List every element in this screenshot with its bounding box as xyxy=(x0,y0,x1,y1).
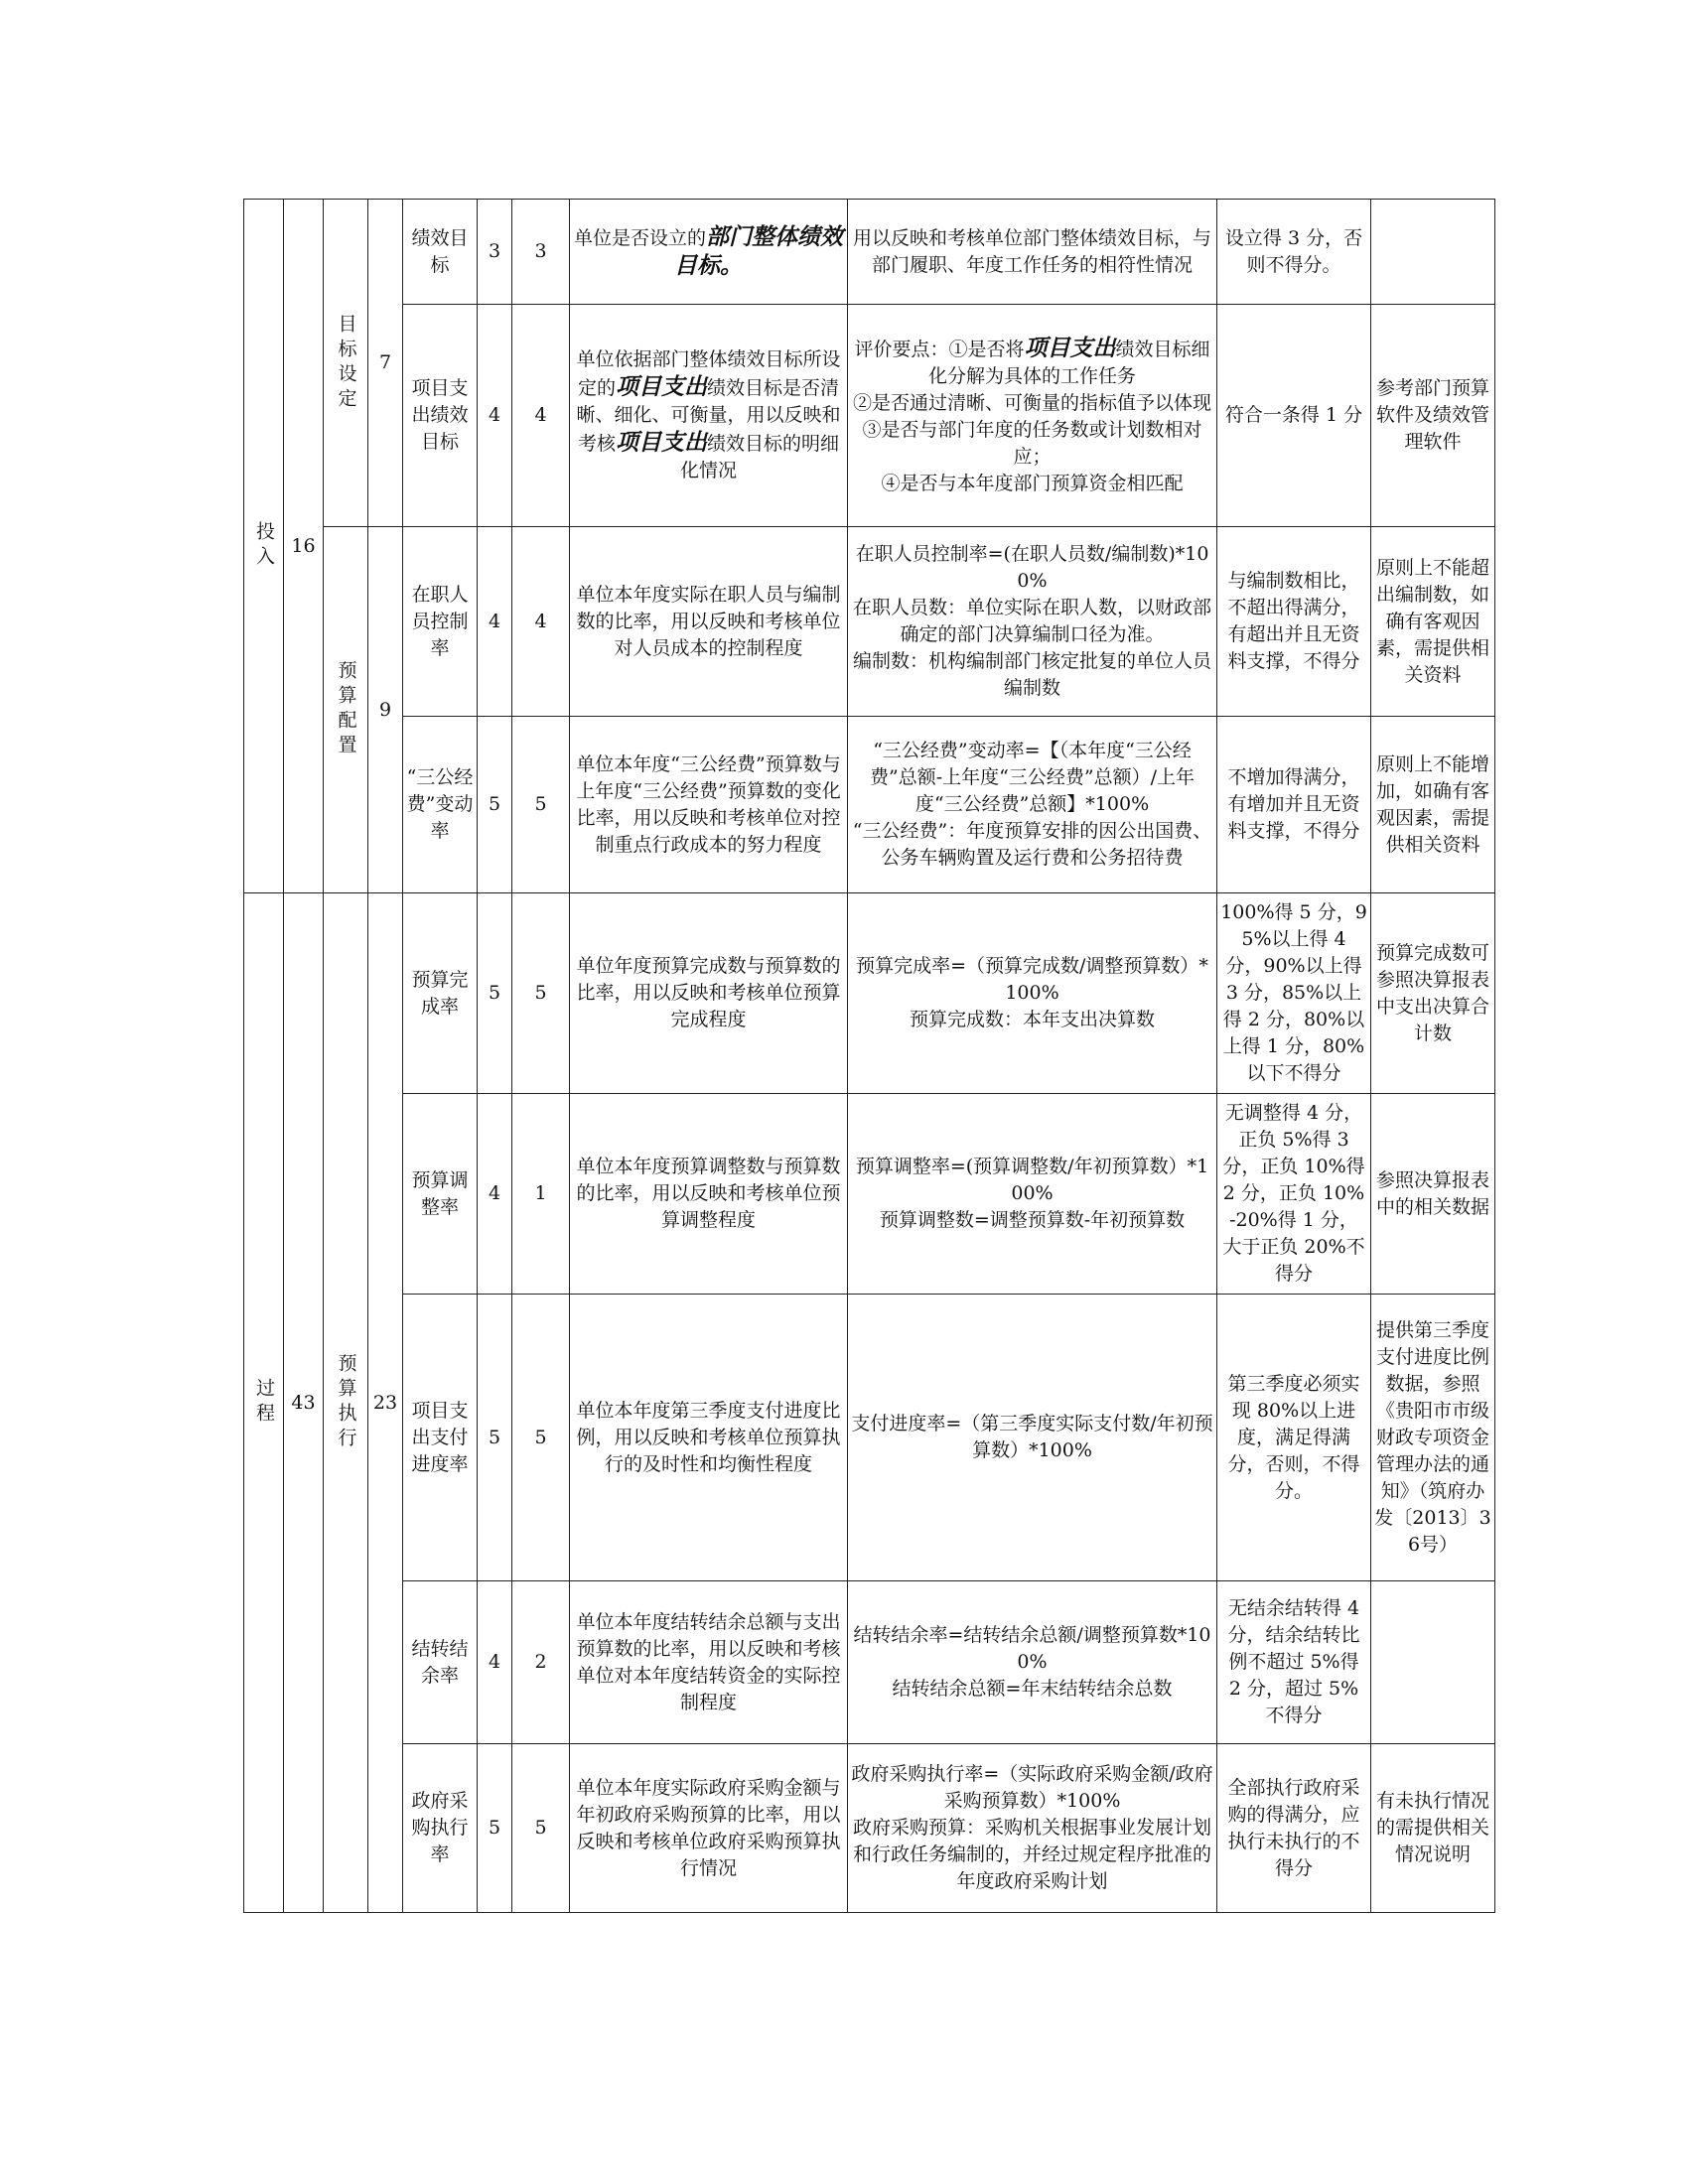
indicator-description xyxy=(570,305,848,527)
level2-name: 预算执行 xyxy=(324,893,368,1913)
level1-score: 43 xyxy=(284,893,324,1913)
indicator-weight: 4 xyxy=(478,1094,512,1295)
indicator-description: 单位年度预算完成数与预算数的比率，用以反映和考核单位预算完成程度 xyxy=(570,893,848,1094)
remark: 有未执行情况的需提供相关情况说明 xyxy=(1371,1744,1495,1913)
scoring-criteria: 无结余结转得 4 分，结余结转比例不超过 5%得 2 分，超过 5%不得分 xyxy=(1217,1581,1371,1744)
indicator-description xyxy=(570,200,848,305)
level1-name: 投入 xyxy=(244,200,284,893)
level2-score: 7 xyxy=(368,200,403,527)
indicator-weight: 4 xyxy=(478,1581,512,1744)
indicator-weight: 5 xyxy=(478,1744,512,1913)
description-text: 单位依据部门整体绩效目标所设定的 xyxy=(576,348,841,399)
level2-name: 目标设定 xyxy=(324,200,368,527)
formula-line: ④是否与本年度部门预算资金相匹配 xyxy=(881,472,1184,494)
description-emphasis: 项目支出 xyxy=(616,429,707,456)
evaluation-table xyxy=(243,199,1495,1913)
scoring-criteria: 设立得 3 分，否则不得分。 xyxy=(1217,200,1371,305)
table-row xyxy=(244,1581,1495,1744)
remark xyxy=(1371,1581,1495,1744)
formula-line: 政府采购执行率=（实际政府采购金额/政府采购预算数）*100% xyxy=(851,1763,1213,1812)
indicator-name: 在职人员控制率 xyxy=(403,527,478,717)
indicator-description: 单位本年度预算调整数与预算数的比率，用以反映和考核单位预算调整程度 xyxy=(570,1094,848,1295)
indicator-description: 单位本年度结转结余总额与支出预算数的比率，用以反映和考核单位对本年度结转资金的实际控制程度 xyxy=(570,1581,848,1744)
description-text: 绩效目标的明细化情况 xyxy=(679,433,840,481)
indicator-weight: 5 xyxy=(478,1295,512,1581)
level2-score: 9 xyxy=(368,527,403,893)
remark xyxy=(1371,200,1495,305)
formula-line: ②是否通过清晰、可衡量的指标值予以体现 xyxy=(852,391,1211,414)
indicator-name: “三公经费”变动率 xyxy=(403,717,478,893)
formula-line xyxy=(851,335,1213,390)
indicator-name: 预算调整率 xyxy=(403,1094,478,1295)
indicator-formula xyxy=(848,893,1217,1094)
remark: 参照决算报表中的相关数据 xyxy=(1371,1094,1495,1295)
remark: 原则上不能增加，如确有客观因素，需提供相关资料 xyxy=(1371,717,1495,893)
indicator-description: 单位本年度实际在职人员与编制数的比率，用以反映和考核单位对人员成本的控制程度 xyxy=(570,527,848,717)
formula-line: “三公经费”变动率=【（本年度“三公经费”总额-上年度“三公经费”总额）/上年度“三公经费”总额】*100% xyxy=(870,740,1195,815)
scoring-criteria: 符合一条得 1 分 xyxy=(1217,305,1371,527)
indicator-score: 4 xyxy=(512,305,570,527)
table-row xyxy=(244,1295,1495,1581)
indicator-score: 1 xyxy=(512,1094,570,1295)
formula-line: 预算调整数=调整预算数-年初预算数 xyxy=(879,1209,1186,1231)
indicator-name: 预算完成率 xyxy=(403,893,478,1094)
indicator-weight: 3 xyxy=(478,200,512,305)
scoring-criteria: 全部执行政府采购的得满分，应执行未执行的不得分 xyxy=(1217,1744,1371,1913)
scoring-criteria: 不增加得满分，有增加并且无资料支撑，不得分 xyxy=(1217,717,1371,893)
indicator-score: 4 xyxy=(512,527,570,717)
formula-line: 编制数：机构编制部门核定批复的单位人员编制数 xyxy=(852,650,1211,699)
indicator-formula xyxy=(848,527,1217,717)
indicator-name: 政府采购执行率 xyxy=(403,1744,478,1913)
indicator-formula: 用以反映和考核单位部门整体绩效目标，与部门履职、年度工作任务的相符性情况 xyxy=(848,200,1217,305)
scoring-criteria: 第三季度必须实现 80%以上进度，满足得满分，否则，不得分。 xyxy=(1217,1295,1371,1581)
formula-text: 绩效目标细化分解为具体的工作任务 xyxy=(927,338,1210,387)
formula-line: 结转结余率=结转结余总额/调整预算数*100% xyxy=(853,1624,1211,1673)
indicator-score: 3 xyxy=(512,200,570,305)
indicator-description: 单位本年度第三季度支付进度比例，用以反映和考核单位预算执行的及时性和均衡性程度 xyxy=(570,1295,848,1581)
formula-emphasis: 项目支出 xyxy=(1024,334,1116,361)
indicator-score: 5 xyxy=(512,717,570,893)
table-row xyxy=(244,1094,1495,1295)
indicator-score: 5 xyxy=(512,1744,570,1913)
formula-line: “三公经费”：年度预算安排的因公出国费、公务车辆购置及运行费和公务招待费 xyxy=(852,820,1212,869)
formula-line: 政府采购预算：采购机关根据事业发展计划和行政任务编制的，并经过规定程序批准的年度政府采购计划 xyxy=(852,1817,1211,1892)
formula-text: 评价要点：①是否将 xyxy=(854,338,1025,360)
description-text: 绩效目标是否清晰、细化、可衡量，用以反映和考核 xyxy=(576,377,841,455)
formula-line: 在职人员控制率=(在职人员数/编制数)*100% xyxy=(855,543,1209,592)
formula-line: 预算完成数：本年支出决算数 xyxy=(909,1009,1155,1030)
indicator-name: 绩效目标 xyxy=(403,200,478,305)
indicator-description: 单位本年度实际政府采购金额与年初政府采购预算的比率，用以反映和考核单位政府采购预算执行情况 xyxy=(570,1744,848,1913)
remark: 参考部门预算软件及绩效管理软件 xyxy=(1371,305,1495,527)
indicator-formula: 支付进度率=（第三季度实际支付数/年初预算数）*100% xyxy=(848,1295,1217,1581)
formula-line: 在职人员数：单位实际在职人数，以财政部确定的部门决算编制口径为准。 xyxy=(852,597,1211,645)
indicator-formula xyxy=(848,1744,1217,1913)
indicator-weight: 5 xyxy=(478,893,512,1094)
level2-score: 23 xyxy=(368,893,403,1913)
remark: 提供第三季度支付进度比例数据，参照《贵阳市市级财政专项资金管理办法的通知》（筑府办发〔2013〕36号） xyxy=(1371,1295,1495,1581)
formula-line: ③是否与部门年度的任务数或计划数相对应； xyxy=(862,418,1202,468)
indicator-description: 单位本年度“三公经费”预算数与上年度“三公经费”预算数的变化比率，用以反映和考核单位对控制重点行政成本的努力程度 xyxy=(570,717,848,893)
indicator-formula xyxy=(848,717,1217,893)
indicator-name: 项目支出支付进度率 xyxy=(403,1295,478,1581)
indicator-name: 结转结余率 xyxy=(403,1581,478,1744)
table-row xyxy=(244,527,1495,717)
table-row xyxy=(244,1744,1495,1913)
indicator-weight: 4 xyxy=(478,305,512,527)
indicator-score: 5 xyxy=(512,893,570,1094)
indicator-formula xyxy=(848,1581,1217,1744)
level1-name: 过程 xyxy=(244,893,284,1913)
indicator-name: 项目支出绩效目标 xyxy=(403,305,478,527)
scoring-criteria: 无调整得 4 分，正负 5%得 3 分，正负 10%得 2 分，正负 10%-20%得 1 分，大于正负 20%不得分 xyxy=(1217,1094,1371,1295)
indicator-score: 2 xyxy=(512,1581,570,1744)
formula-line: 预算调整率=(预算调整数/年初预算数）*100% xyxy=(855,1156,1209,1204)
table-row xyxy=(244,717,1495,893)
indicator-weight: 4 xyxy=(478,527,512,717)
scoring-criteria: 与编制数相比，不超出得满分，有超出并且无资料支撑，不得分 xyxy=(1217,527,1371,717)
description-emphasis: 项目支出 xyxy=(616,373,707,400)
table-row xyxy=(244,893,1495,1094)
scoring-criteria: 100%得 5 分，95%以上得 4 分，90%以上得 3 分，85%以上得 2 分，80%以上得 1 分，80%以下不得分 xyxy=(1217,893,1371,1094)
description-emphasis: 部门整体绩效目标。 xyxy=(674,222,843,279)
table-row xyxy=(244,305,1495,527)
level2-name: 预算配置 xyxy=(324,527,368,893)
formula-line: 预算完成率=（预算完成数/调整预算数）*100% xyxy=(856,955,1208,1004)
table-row xyxy=(244,200,1495,305)
description-text: 单位是否设立的 xyxy=(573,226,706,249)
level1-score: 16 xyxy=(284,200,324,893)
indicator-score: 5 xyxy=(512,1295,570,1581)
indicator-weight: 5 xyxy=(478,717,512,893)
remark: 预算完成数可参照决算报表中支出决算合计数 xyxy=(1371,893,1495,1094)
remark: 原则上不能超出编制数，如确有客观因素，需提供相关资料 xyxy=(1371,527,1495,717)
indicator-formula xyxy=(848,305,1217,527)
formula-line: 结转结余总额=年末结转结余总数 xyxy=(892,1678,1173,1700)
indicator-formula xyxy=(848,1094,1217,1295)
